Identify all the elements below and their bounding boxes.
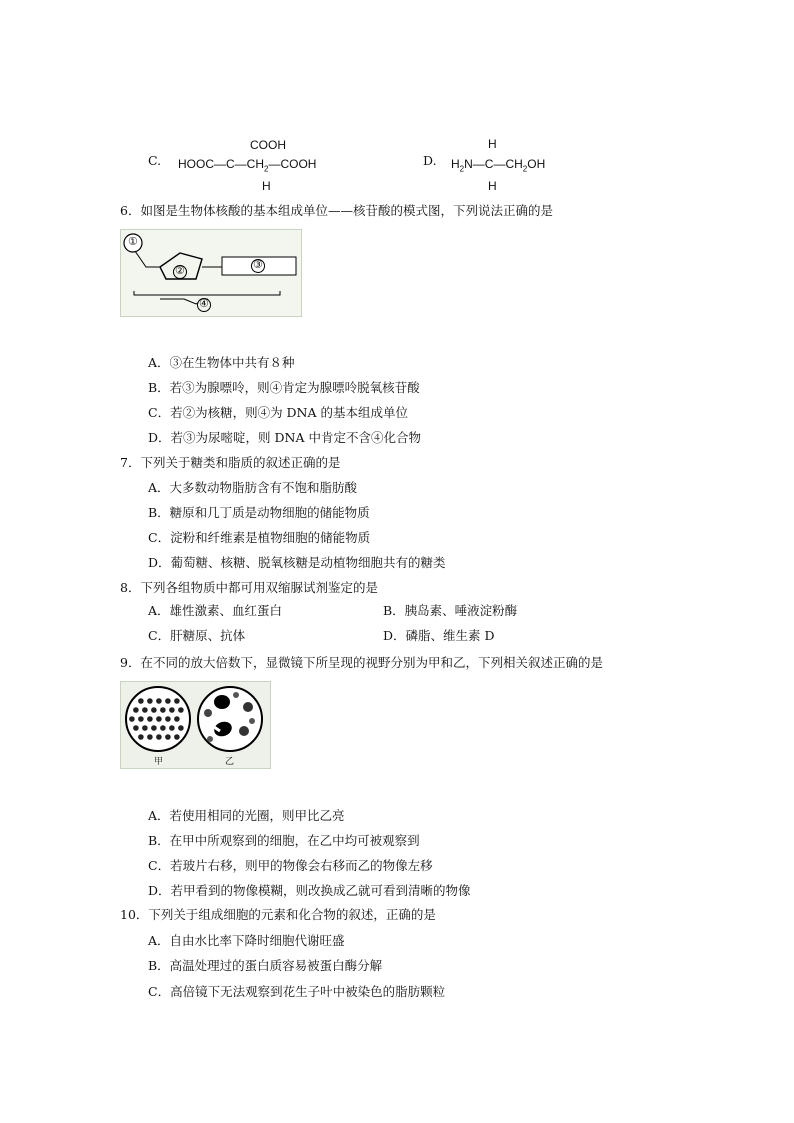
q8-option-c: C．肝糖原、抗体 bbox=[148, 628, 246, 643]
cell-dot bbox=[165, 698, 171, 704]
cell-dot bbox=[129, 716, 135, 722]
cell-dot bbox=[156, 734, 162, 740]
cell-dot bbox=[174, 698, 180, 704]
cell-dot bbox=[169, 707, 175, 713]
cell-dot bbox=[142, 707, 148, 713]
q10-option-b: B．高温处理过的蛋白质容易被蛋白酶分解 bbox=[148, 958, 383, 973]
q9-option-d: D．若甲看到的物像模糊，则改换成乙就可看到清晰的物像 bbox=[148, 883, 471, 898]
cell-dot bbox=[178, 725, 184, 731]
q8-option-b: B．胰岛素、唾液淀粉酶 bbox=[383, 603, 518, 618]
q7-option-c: C．淀粉和纤维素是植物细胞的储能物质 bbox=[148, 530, 371, 545]
q10-option-c: C．高倍镜下无法观察到花生子叶中被染色的脂肪颗粒 bbox=[148, 984, 446, 999]
cell-dot bbox=[133, 725, 139, 731]
q9-option-c: C．若玻片右移，则甲的物像会右移而乙的物像左移 bbox=[148, 858, 433, 873]
q6-option-a: A．③在生物体中共有８种 bbox=[148, 355, 295, 370]
formula-c-main: $HOOC—C—CH_2—COOH$ bbox=[178, 157, 317, 174]
option-c-label: C. bbox=[148, 153, 162, 168]
option-d-label: D. bbox=[423, 153, 437, 168]
label-3: ③ bbox=[253, 258, 263, 271]
q7-stem: 7．下列关于糖类和脂质的叙述正确的是 bbox=[120, 455, 341, 470]
q7-option-b: B．糖原和几丁质是动物细胞的储能物质 bbox=[148, 505, 370, 520]
cell-dot bbox=[151, 725, 157, 731]
microscope-figure bbox=[120, 681, 271, 769]
microscope-views bbox=[120, 681, 271, 769]
q6-option-c: C．若②为核糖，则④为 DNA 的基本组成单位 bbox=[148, 405, 408, 420]
nucleotide-figure bbox=[120, 229, 302, 317]
formula-d-main: $H_2N—C—CH_2OH$ bbox=[451, 157, 546, 174]
cell-dot bbox=[156, 698, 162, 704]
cell-dot bbox=[151, 707, 157, 713]
label-yi: 乙 bbox=[225, 757, 235, 767]
cell-dot bbox=[156, 716, 162, 722]
nucleotide-diagram bbox=[120, 229, 302, 317]
label-4: ④ bbox=[199, 297, 209, 310]
cell-dot bbox=[174, 734, 180, 740]
q9-option-b: B．在甲中所观察到的细胞，在乙中均可被观察到 bbox=[148, 833, 420, 848]
q6-option-d: D．若③为尿嘧啶，则 DNA 中肯定不含④化合物 bbox=[148, 430, 421, 445]
cell-dot bbox=[142, 725, 148, 731]
label-2: ② bbox=[175, 264, 185, 277]
formula-c-bottom: H bbox=[262, 179, 271, 193]
q8-stem: 8．下列各组物质中都可用双缩脲试剂鉴定的是 bbox=[120, 580, 378, 595]
label-jia: 甲 bbox=[154, 757, 164, 767]
cell-dot bbox=[160, 707, 166, 713]
label-1: ① bbox=[128, 235, 138, 248]
cell-dot bbox=[138, 734, 144, 740]
cell-dot bbox=[147, 734, 153, 740]
cell-dot bbox=[138, 716, 144, 722]
formula-d-top: H bbox=[488, 137, 497, 151]
q9-option-a: A．若使用相同的光圈，则甲比乙亮 bbox=[148, 808, 345, 823]
cell-dot bbox=[160, 725, 166, 731]
q7-option-d: D．葡萄糖、核糖、脱氧核糖是动植物细胞共有的糖类 bbox=[148, 555, 446, 570]
cell-dot bbox=[165, 716, 171, 722]
q9-stem: 9．在不同的放大倍数下，显微镜下所呈现的视野分别为甲和乙，下列相关叙述正确的是 bbox=[120, 655, 603, 670]
cell-dot bbox=[165, 734, 171, 740]
q6-stem: 6．如图是生物体核酸的基本组成单位——核苷酸的模式图，下列说法正确的是 bbox=[120, 203, 553, 218]
cell-dot bbox=[174, 716, 180, 722]
cell-dot bbox=[169, 725, 175, 731]
q10-stem: 10．下列关于组成细胞的元素和化合物的叙述，正确的是 bbox=[120, 907, 436, 922]
cell-dot bbox=[178, 707, 184, 713]
q7-option-a: A．大多数动物脂肪含有不饱和脂肪酸 bbox=[148, 480, 358, 495]
cell-dot bbox=[147, 698, 153, 704]
cell-dot bbox=[133, 707, 139, 713]
q8-option-a: A．雄性激素、血红蛋白 bbox=[148, 603, 283, 618]
cell-dot bbox=[138, 698, 144, 704]
q10-option-a: A．自由水比率下降时细胞代谢旺盛 bbox=[148, 933, 345, 948]
cell-dot bbox=[147, 716, 153, 722]
formula-d-bottom: H bbox=[488, 179, 497, 193]
formula-c-top: COOH bbox=[250, 138, 286, 152]
q8-option-d: D．磷脂、维生素 D bbox=[383, 628, 495, 643]
q6-option-b: B．若③为腺嘌呤，则④肯定为腺嘌呤脱氧核苷酸 bbox=[148, 380, 420, 395]
